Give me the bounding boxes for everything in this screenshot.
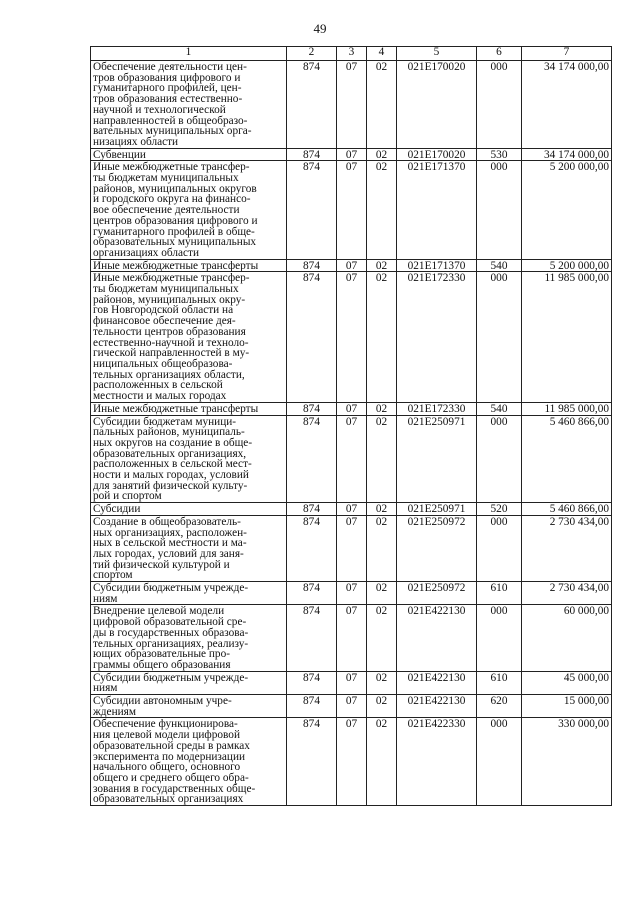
expense-name-line: Субвенции: [93, 148, 146, 161]
expense-name-line: ты бюджетам муниципальных: [93, 172, 239, 185]
expense-name-cell: [91, 671, 287, 694]
subsection-code-cell: 02: [367, 148, 397, 161]
amount-cell: 34 174 000,00: [522, 61, 612, 149]
expense-name-line: ниципальных общеобразова-: [93, 357, 233, 370]
target-article-cell: 021Е171370: [397, 259, 477, 272]
expense-name-line: ных округов на создание в обще-: [93, 436, 253, 449]
ministry-code-cell: 874: [287, 61, 337, 149]
expense-name-line: Субсидии бюджетным учрежде-: [93, 671, 249, 684]
expense-type-cell: 620: [477, 695, 522, 718]
expense-name-cell: [91, 718, 287, 806]
table-row: [91, 718, 612, 806]
table-row: [91, 515, 612, 581]
section-code-cell: 07: [337, 671, 367, 694]
section-code-cell: 07: [337, 718, 367, 806]
section-code-cell: 07: [337, 161, 367, 259]
amount-cell: 45 000,00: [522, 671, 612, 694]
table-row: [91, 61, 612, 149]
expense-name-cell: [91, 605, 287, 671]
expense-name-line: ных организациях, расположен-: [93, 526, 247, 539]
expense-name-line: Иные межбюджетные трансфер-: [93, 272, 250, 285]
target-article-cell: 021Е250971: [397, 415, 477, 503]
expense-name-line: ниям: [93, 592, 118, 605]
expense-name-line: зования в государственных обще-: [93, 782, 256, 795]
expense-name-line: и городского округа на финансо-: [93, 193, 251, 206]
target-article-cell: 021Е172330: [397, 402, 477, 415]
expense-name-line: Обеспечение деятельности цен-: [93, 61, 247, 73]
table-row: [91, 582, 612, 605]
subsection-code-cell: 02: [367, 402, 397, 415]
target-article-cell: 021Е422330: [397, 718, 477, 806]
target-article-cell: 021Е250972: [397, 582, 477, 605]
section-code-cell: 07: [337, 515, 367, 581]
expense-name-line: тельных организациях, реализу-: [93, 637, 249, 650]
expense-type-cell: 610: [477, 671, 522, 694]
expense-name-cell: [91, 503, 287, 516]
expense-name-cell: [91, 259, 287, 272]
expense-name-line: тий физической культурой и: [93, 558, 230, 571]
table-row: [91, 161, 612, 259]
expense-name-cell: [91, 161, 287, 259]
table-row: [91, 259, 612, 272]
expense-name-cell: [91, 415, 287, 503]
expense-name-line: местности и малых городах: [93, 390, 227, 403]
subsection-code-cell: 02: [367, 605, 397, 671]
table-row: [91, 272, 612, 402]
expense-type-cell: 000: [477, 161, 522, 259]
expense-name-cell: [91, 61, 287, 149]
expense-name-line: организациях области: [93, 246, 200, 259]
expense-name-line: граммы общего образования: [93, 658, 231, 671]
expense-name-line: тров образования естественно-: [93, 93, 243, 106]
expense-name-line: начального общего, основного: [93, 761, 241, 774]
expense-type-cell: 520: [477, 503, 522, 516]
subsection-code-cell: 02: [367, 259, 397, 272]
expense-type-cell: 000: [477, 272, 522, 402]
expense-name-line: тров образования цифрового и: [93, 71, 241, 84]
expense-name-line: пальных районов, муниципаль-: [93, 426, 245, 439]
subsection-code-cell: 02: [367, 161, 397, 259]
section-code-cell: 07: [337, 61, 367, 149]
expense-name-line: ния целевой модели цифровой: [93, 729, 240, 742]
ministry-code-cell: 874: [287, 515, 337, 581]
expense-name-line: Иные межбюджетные трансфер-: [93, 161, 250, 174]
table-row: [91, 671, 612, 694]
expense-name-line: эксперимента по модернизации: [93, 750, 246, 763]
expense-name-line: Обеспечение функционирова-: [93, 718, 238, 731]
expense-name-cell: [91, 582, 287, 605]
expense-name-line: Внедрение целевой модели: [93, 605, 225, 618]
header-col-2: 2: [287, 47, 337, 61]
expense-name-line: районов, муниципальных окру-: [93, 293, 246, 306]
expense-name-line: направленностей в общеобразо-: [93, 114, 248, 127]
target-article-cell: 021Е422130: [397, 605, 477, 671]
subsection-code-cell: 02: [367, 695, 397, 718]
expense-type-cell: 000: [477, 605, 522, 671]
expense-name-cell: [91, 148, 287, 161]
expense-name-line: тельных организациях области,: [93, 368, 245, 381]
ministry-code-cell: 874: [287, 272, 337, 402]
subsection-code-cell: 02: [367, 515, 397, 581]
expense-name-line: Субсидии автономным учре-: [93, 695, 232, 708]
expense-name-line: спортом: [93, 569, 133, 582]
header-col-5: 5: [397, 47, 477, 61]
expense-name-line: образовательной среды в рамках: [93, 739, 250, 752]
expense-name-line: Субсидии бюджетам муници-: [93, 415, 237, 428]
ministry-code-cell: 874: [287, 259, 337, 272]
expense-type-cell: 540: [477, 259, 522, 272]
expense-name-line: цифровой образовательной сре-: [93, 616, 247, 629]
header-col-4: 4: [367, 47, 397, 61]
section-code-cell: 07: [337, 605, 367, 671]
target-article-cell: 021Е171370: [397, 161, 477, 259]
section-code-cell: 07: [337, 582, 367, 605]
section-code-cell: 07: [337, 259, 367, 272]
expense-name-line: Иные межбюджетные трансферты: [93, 402, 259, 415]
target-article-cell: 021Е422130: [397, 671, 477, 694]
amount-cell: 5 460 866,00: [522, 503, 612, 516]
table-row: [91, 415, 612, 503]
amount-cell: 330 000,00: [522, 718, 612, 806]
target-article-cell: 021Е250971: [397, 503, 477, 516]
expense-name-line: образовательных муниципальных: [93, 236, 257, 249]
expense-name-line: ты бюджетам муниципальных: [93, 283, 239, 296]
subsection-code-cell: 02: [367, 503, 397, 516]
expense-name-line: лых городах, условий для заня-: [93, 547, 244, 560]
expense-name-line: вое обеспечение деятельности: [93, 204, 240, 217]
expense-name-line: ющих образовательные про-: [93, 648, 230, 661]
section-code-cell: 07: [337, 402, 367, 415]
expense-name-line: финансовое обеспечение дея-: [93, 315, 236, 328]
expense-name-line: районов, муниципальных округов: [93, 182, 257, 195]
expense-name-line: образовательных организациях: [93, 793, 244, 806]
expense-name-line: ных в сельской местности и ма-: [93, 537, 247, 550]
expense-name-line: Субсидии: [93, 503, 141, 516]
section-code-cell: 07: [337, 272, 367, 402]
expense-name-line: рой и спортом: [93, 490, 162, 503]
amount-cell: 11 985 000,00: [522, 402, 612, 415]
section-code-cell: 07: [337, 148, 367, 161]
expense-name-line: ды в государственных образова-: [93, 626, 249, 639]
expense-name-cell: [91, 695, 287, 718]
expense-name-line: гической направленностей в му-: [93, 347, 250, 360]
subsection-code-cell: 02: [367, 272, 397, 402]
amount-cell: 34 174 000,00: [522, 148, 612, 161]
expense-type-cell: 610: [477, 582, 522, 605]
subsection-code-cell: 02: [367, 61, 397, 149]
ministry-code-cell: 874: [287, 671, 337, 694]
table-header-row: [91, 47, 612, 61]
expense-type-cell: 000: [477, 515, 522, 581]
budget-table: [90, 46, 612, 806]
target-article-cell: 021Е250972: [397, 515, 477, 581]
ministry-code-cell: 874: [287, 503, 337, 516]
expense-name-line: гуманитарного профилей, цен-: [93, 82, 242, 95]
subsection-code-cell: 02: [367, 582, 397, 605]
expense-type-cell: 540: [477, 402, 522, 415]
ministry-code-cell: 874: [287, 582, 337, 605]
subsection-code-cell: 02: [367, 718, 397, 806]
expense-type-cell: 000: [477, 415, 522, 503]
expense-name-line: образовательных организациях,: [93, 447, 247, 460]
subsection-code-cell: 02: [367, 671, 397, 694]
expense-name-line: Иные межбюджетные трансферты: [93, 259, 259, 272]
amount-cell: 5 200 000,00: [522, 161, 612, 259]
expense-name-cell: [91, 515, 287, 581]
table-row: [91, 605, 612, 671]
ministry-code-cell: 874: [287, 402, 337, 415]
amount-cell: 11 985 000,00: [522, 272, 612, 402]
expense-name-line: гов Новгородской области на: [93, 304, 234, 317]
ministry-code-cell: 874: [287, 415, 337, 503]
target-article-cell: 021Е170020: [397, 148, 477, 161]
header-col-1: 1: [91, 47, 287, 61]
ministry-code-cell: 874: [287, 161, 337, 259]
amount-cell: 60 000,00: [522, 605, 612, 671]
section-code-cell: 07: [337, 503, 367, 516]
expense-name-line: ниям: [93, 682, 118, 695]
amount-cell: 2 730 434,00: [522, 582, 612, 605]
table-row: [91, 695, 612, 718]
expense-type-cell: 530: [477, 148, 522, 161]
expense-type-cell: 000: [477, 718, 522, 806]
target-article-cell: 021Е170020: [397, 61, 477, 149]
expense-name-line: естественно-научной и техноло-: [93, 336, 249, 349]
amount-cell: 15 000,00: [522, 695, 612, 718]
expense-name-line: научной и технологической: [93, 103, 226, 116]
expense-name-line: вательных муниципальных орга-: [93, 125, 252, 138]
table-body: [91, 61, 612, 806]
ministry-code-cell: 874: [287, 695, 337, 718]
target-article-cell: 021Е172330: [397, 272, 477, 402]
amount-cell: 5 200 000,00: [522, 259, 612, 272]
page-number: 49: [313, 21, 327, 36]
expense-name-line: ности и малых городах, условий: [93, 469, 249, 482]
ministry-code-cell: 874: [287, 148, 337, 161]
header-col-6: 6: [477, 47, 522, 61]
expense-type-cell: 000: [477, 61, 522, 149]
subsection-code-cell: 02: [367, 415, 397, 503]
expense-name-line: ждениям: [93, 705, 137, 718]
expense-name-cell: [91, 272, 287, 402]
section-code-cell: 07: [337, 695, 367, 718]
expense-name-cell: [91, 402, 287, 415]
section-code-cell: 07: [337, 415, 367, 503]
expense-name-line: тельности центров образования: [93, 325, 246, 338]
expense-name-line: общего и среднего общего обра-: [93, 772, 249, 784]
amount-cell: 2 730 434,00: [522, 515, 612, 581]
header-col-3: 3: [337, 47, 367, 61]
expense-name-line: низациях области: [93, 135, 179, 148]
table-row: [91, 402, 612, 415]
table-row: [91, 148, 612, 161]
expense-name-line: расположенных в сельской мест-: [93, 458, 252, 471]
header-col-7: 7: [522, 47, 612, 61]
expense-name-line: расположенных в сельской: [93, 379, 223, 392]
table-row: [91, 503, 612, 516]
expense-name-line: центров образования цифрового и: [93, 214, 258, 227]
ministry-code-cell: 874: [287, 718, 337, 806]
expense-name-line: Создание в общеобразователь-: [93, 515, 241, 528]
expense-name-line: гуманитарного профилей в обще-: [93, 225, 255, 238]
ministry-code-cell: 874: [287, 605, 337, 671]
amount-cell: 5 460 866,00: [522, 415, 612, 503]
target-article-cell: 021Е422130: [397, 695, 477, 718]
expense-name-line: Субсидии бюджетным учрежде-: [93, 582, 249, 595]
expense-name-line: для занятий физической культу-: [93, 479, 248, 492]
